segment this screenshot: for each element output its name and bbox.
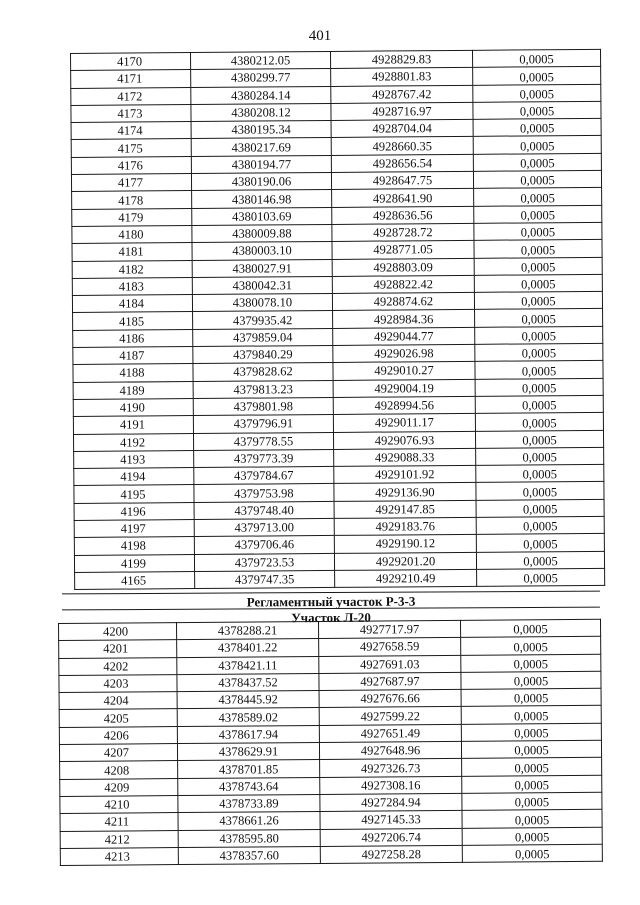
page-number: 401 [308,28,332,44]
coord-x: 4378421.11 [177,656,319,674]
coord-y: 4927206.74 [320,828,462,846]
point-number: 4182 [72,260,192,278]
area-value: 0,0005 [475,378,603,396]
point-number: 4180 [72,226,192,244]
coord-x: 4379828.62 [193,363,333,381]
coord-y: 4929088.33 [334,448,476,466]
coord-y: 4927284.94 [320,793,462,811]
coordinates-table-top [70,49,605,590]
section-title: Регламентный участок Р-3-3 [62,591,600,612]
point-number: 4184 [72,295,192,313]
point-number: 4191 [73,416,193,434]
area-value: 0,0005 [461,671,601,689]
coord-y: 4928829.83 [330,50,472,68]
coord-x: 4379935.42 [193,311,333,329]
point-number: 4172 [71,87,191,105]
area-value: 0,0005 [462,775,602,793]
area-value: 0,0005 [475,326,603,344]
area-value: 0,0005 [462,809,602,827]
point-number: 4198 [74,537,194,555]
coord-y: 4927676.66 [319,690,461,708]
coord-y: 4928822.42 [332,275,474,293]
area-value: 0,0005 [476,551,604,569]
coord-x: 4380103.69 [192,207,332,225]
coord-y: 4928656.54 [331,154,473,172]
coord-y: 4929136.90 [334,483,476,501]
point-number: 4176 [71,156,191,174]
coord-x: 4379859.04 [193,328,333,346]
point-number: 4181 [72,243,192,261]
area-value: 0,0005 [475,413,603,431]
coord-x: 4380217.69 [191,138,331,156]
point-number: 4173 [71,104,191,122]
coord-y: 4927651.49 [319,724,461,742]
coord-y: 4927326.73 [320,759,462,777]
area-value: 0,0005 [476,499,604,517]
coord-y: 4929101.92 [334,465,476,483]
area-value: 0,0005 [475,361,603,379]
coord-x: 4379778.55 [193,432,333,450]
coord-x: 4380195.34 [191,121,331,139]
coord-x: 4378288.21 [177,621,319,639]
coord-y: 4928771.05 [332,241,474,259]
coord-y: 4929210.49 [335,569,477,587]
point-number: 4170 [71,53,191,71]
area-value: 0,0005 [473,67,601,85]
coord-x: 4379748.40 [194,501,334,519]
coord-x: 4379801.98 [193,397,333,415]
area-value: 0,0005 [460,619,600,637]
table-row [60,844,602,866]
coord-y: 4929201.20 [334,552,476,570]
point-number: 4208 [60,761,178,779]
coord-y: 4929011.17 [333,414,475,432]
point-number: 4189 [73,381,193,399]
point-number: 4197 [74,520,194,538]
coord-x: 4378629.91 [177,743,319,761]
coord-x: 4380190.06 [191,173,331,191]
coord-y: 4928994.56 [333,396,475,414]
coord-y: 4928803.09 [332,258,474,276]
coord-x: 4378661.26 [178,812,320,830]
area-value: 0,0005 [473,136,601,154]
coord-x: 4380027.91 [192,259,332,277]
coordinates-table-bottom [58,619,603,866]
coord-x: 4378401.22 [177,639,319,657]
coord-x: 4380284.14 [191,86,331,104]
area-value: 0,0005 [462,827,602,845]
area-value: 0,0005 [461,688,601,706]
coord-y: 4927648.96 [319,741,461,759]
coord-y: 4929183.76 [334,517,476,535]
coord-x: 4379813.23 [193,380,333,398]
coord-y: 4928636.56 [332,206,474,224]
point-number: 4193 [74,450,194,468]
point-number: 4186 [73,329,193,347]
point-number: 4199 [74,554,194,572]
point-number: 4206 [59,726,177,744]
area-value: 0,0005 [476,534,604,552]
coord-y: 4927308.16 [320,776,462,794]
area-value: 0,0005 [475,430,603,448]
coord-y: 4929147.85 [334,500,476,518]
coord-x: 4378617.94 [177,725,319,743]
area-value: 0,0005 [476,516,604,534]
coord-y: 4929076.93 [333,431,475,449]
area-value: 0,0005 [472,49,600,67]
point-number: 4202 [59,657,177,675]
coord-x: 4378595.80 [178,829,320,847]
point-number: 4210 [60,796,178,814]
coord-x: 4379773.39 [194,449,334,467]
area-value: 0,0005 [462,844,602,862]
coord-y: 4927658.59 [319,638,461,656]
area-value: 0,0005 [476,447,604,465]
point-number: 4183 [72,277,192,295]
point-number: 4207 [59,744,177,762]
point-number: 4195 [74,485,194,503]
area-value: 0,0005 [462,792,602,810]
area-value: 0,0005 [473,170,601,188]
coord-x: 4379753.98 [194,484,334,502]
coord-y: 4928984.36 [333,310,475,328]
coord-x: 4379784.67 [194,467,334,485]
coord-y: 4927717.97 [318,620,460,638]
coord-y: 4928641.90 [332,189,474,207]
area-value: 0,0005 [474,188,602,206]
coord-y: 4928767.42 [331,85,473,103]
coord-x: 4380212.05 [191,51,331,69]
coord-y: 4929004.19 [333,379,475,397]
point-number: 4204 [59,692,177,710]
point-number: 4178 [72,191,192,209]
coord-y: 4929044.77 [333,327,475,345]
point-number: 4188 [73,364,193,382]
coord-x: 4380146.98 [192,190,332,208]
area-value: 0,0005 [461,654,601,672]
point-number: 4203 [59,674,177,692]
point-number: 4200 [59,623,177,641]
coord-x: 4379840.29 [193,345,333,363]
point-number: 4209 [60,778,178,796]
coord-y: 4928704.04 [331,120,473,138]
coord-y: 4928660.35 [331,137,473,155]
coord-y: 4927599.22 [319,707,461,725]
point-number: 4205 [59,709,177,727]
point-number: 4213 [60,847,178,865]
coord-x: 4379706.46 [194,536,334,554]
coord-y: 4928874.62 [332,292,474,310]
coord-y: 4927145.33 [320,811,462,829]
point-number: 4212 [60,830,178,848]
coord-x: 4378445.92 [177,691,319,709]
coord-y: 4929026.98 [333,344,475,362]
point-number: 4171 [71,70,191,88]
area-value: 0,0005 [473,119,601,137]
area-value: 0,0005 [473,84,601,102]
area-value: 0,0005 [461,706,601,724]
coord-x: 4379747.35 [195,570,335,588]
coord-x: 4378743.64 [178,777,320,795]
point-number: 4194 [74,468,194,486]
coord-y: 4927258.28 [320,845,462,863]
point-number: 4174 [71,122,191,140]
point-number: 4187 [73,347,193,365]
coord-x: 4380078.10 [192,294,332,312]
area-value: 0,0005 [475,343,603,361]
coord-x: 4378357.60 [178,846,320,864]
area-value: 0,0005 [461,637,601,655]
point-number: 4196 [74,502,194,520]
area-value: 0,0005 [476,482,604,500]
subsection-title: Участок Л-20 [62,607,600,628]
coord-y: 4928647.75 [331,171,473,189]
coord-x: 4379723.53 [194,553,334,571]
area-value: 0,0005 [462,758,602,776]
area-value: 0,0005 [476,464,604,482]
area-value: 0,0005 [474,257,602,275]
area-value: 0,0005 [474,240,602,258]
area-value: 0,0005 [477,568,605,586]
point-number: 4201 [59,640,177,658]
coord-x: 4380208.12 [191,103,331,121]
coord-y: 4929190.12 [334,535,476,553]
coord-x: 4378733.89 [178,794,320,812]
point-number: 4165 [75,571,195,589]
point-number: 4190 [73,398,193,416]
coord-x: 4378589.02 [177,708,319,726]
table-row [75,568,605,589]
area-value: 0,0005 [473,153,601,171]
coord-x: 4379713.00 [194,518,334,536]
point-number: 4177 [71,174,191,192]
coord-x: 4380194.77 [191,155,331,173]
coord-y: 4928716.97 [331,102,473,120]
coord-x: 4380009.88 [192,224,332,242]
coord-y: 4928728.72 [332,223,474,241]
point-number: 4179 [72,208,192,226]
area-value: 0,0005 [474,291,602,309]
area-value: 0,0005 [475,395,603,413]
coord-y: 4929010.27 [333,362,475,380]
coord-x: 4379796.91 [193,415,333,433]
area-value: 0,0005 [473,101,601,119]
coord-y: 4927687.97 [319,672,461,690]
point-number: 4192 [73,433,193,451]
coord-x: 4380003.10 [192,242,332,260]
coord-x: 4380299.77 [191,69,331,87]
coord-x: 4378437.52 [177,673,319,691]
area-value: 0,0005 [461,723,601,741]
point-number: 4185 [73,312,193,330]
coord-x: 4378701.85 [178,760,320,778]
coord-y: 4928801.83 [331,68,473,86]
coord-y: 4927691.03 [319,655,461,673]
area-value: 0,0005 [475,309,603,327]
area-value: 0,0005 [461,740,601,758]
coord-x: 4380042.31 [192,276,332,294]
area-value: 0,0005 [474,274,602,292]
area-value: 0,0005 [474,205,602,223]
point-number: 4175 [71,139,191,157]
area-value: 0,0005 [474,222,602,240]
point-number: 4211 [60,813,178,831]
